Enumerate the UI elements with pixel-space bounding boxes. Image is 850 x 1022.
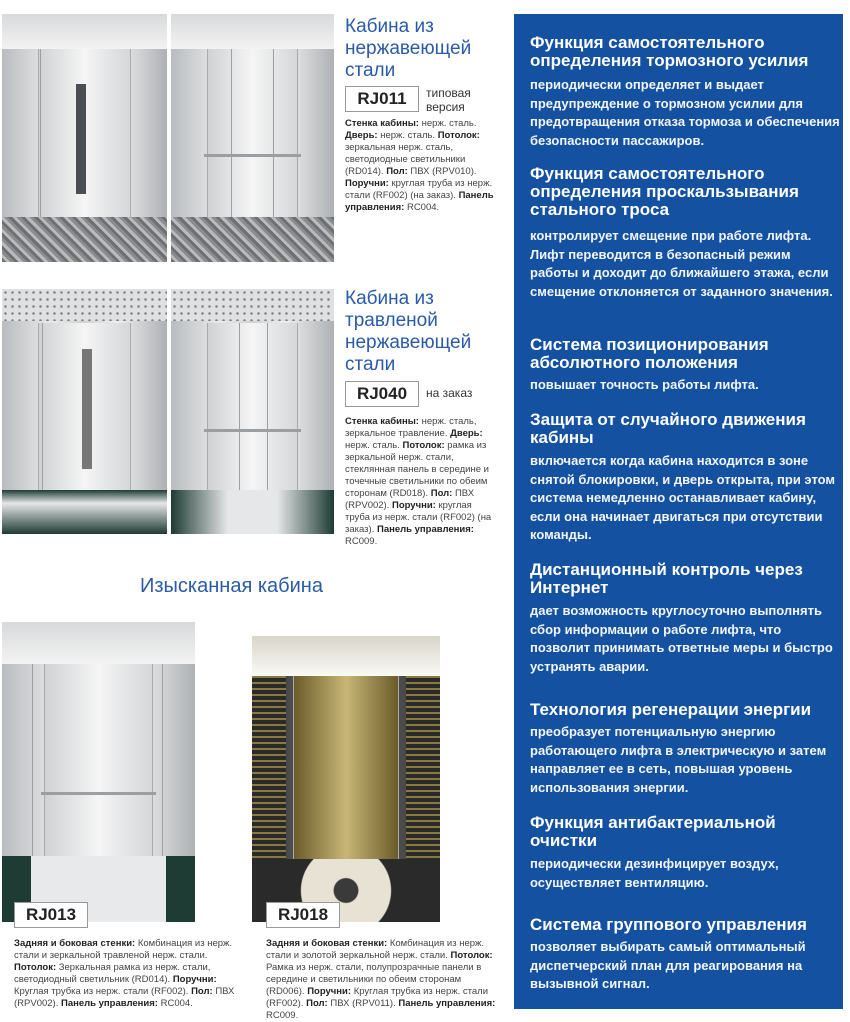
feature-5-text: дает возможность круглосуточно выполнять сбор информации о работе лифта, что позволит принимать ответные меры и быстро устранять аварии. [530, 603, 833, 674]
feature-2-text: контролирует смещение при работе лифта. Лифт переводится в безопасный режим работы и доходит до ближайшего этажа, если смещение отклоняется от заданного значения. [530, 228, 833, 299]
cabin-rj011-photo-2 [171, 14, 334, 262]
feature-3-text: повышает точность работы лифта. [530, 377, 759, 392]
spec-label: Панель управления: [398, 998, 496, 1009]
spec-label: Поручни: [172, 974, 217, 985]
spec-value: Комбинация из нерж. стали и золотой зеркальной нерж. стали. [266, 938, 485, 961]
spec-value: Рамка из нерж. стали, полупрозрачные панели в середине и светильники по обеим сторонам (RD006). [266, 962, 482, 997]
spec-value: Круглая трубка из нерж. стали (RF002). [266, 986, 489, 1009]
spec-label: Стенка кабины: [345, 118, 422, 129]
spec-value: RC009. [266, 1010, 299, 1021]
feature-6-title: Технология регенерации энергии [530, 700, 812, 719]
spec-value: нерж. сталь. [421, 118, 477, 129]
spec-label: Панель управления: [345, 190, 494, 213]
spec-label: Потолок: [437, 130, 480, 141]
spec-value: нерж. сталь, зеркальное травление. [345, 416, 477, 439]
feature-8-title: Система группового управления [530, 915, 807, 934]
cabin-rj011-note: типовая версия [426, 86, 471, 114]
spec-value: ПВХ (RPV011). [330, 998, 399, 1009]
spec-value: ПВХ (RPV010). [410, 166, 477, 177]
features-panel [514, 14, 843, 1009]
cabin-rj011-title: Кабина из нержавеющей стали [345, 16, 472, 81]
cabin-rj040-photo-2 [171, 289, 334, 534]
spec-value: рамка из зеркальной нерж. стали, стеклянная панель в середине и точечные светильники по обеим сторонам (RD018). [345, 440, 489, 499]
spec-value: нерж. сталь. [345, 440, 403, 451]
spec-value: Зеркальная рамка из нерж. стали, светодиодный светильник (RD014). [14, 962, 211, 985]
feature-3-title: Система позиционирования абсолютного положения [530, 335, 769, 372]
spec-value: RC004. [406, 202, 440, 213]
spec-value: нерж. сталь. [380, 130, 438, 141]
feature-1-title: Функция самостоятельного определения тормозного усилия [530, 33, 809, 70]
spec-label: Потолок: [450, 950, 493, 961]
cabin-rj011-code: RJ011 [345, 86, 419, 112]
cabin-rj040-note: на заказ [426, 386, 473, 400]
feature-4-title: Защита от случайного движения кабины [530, 410, 806, 447]
cabin-rj013-code: RJ013 [14, 902, 88, 928]
cabin-rj040-code: RJ040 [345, 381, 419, 407]
spec-value: Комбинация из нерж. стали и зеркальной травленой нерж. стали. [14, 938, 233, 961]
cabin-rj018-description [266, 938, 502, 1022]
exquisite-title: Изысканная кабина [140, 575, 323, 597]
feature-4-text: включается когда кабина находится в зоне снятой блокировки, и дверь открыта, при этом система немедленно останавливает кабину, если она начинает двигаться при отсутствии команды. [530, 453, 836, 542]
cabin-rj011-photo-1 [2, 14, 167, 262]
feature-1-text: периодически определяет и выдает предупреждение о тормозном усилии для предотвращения отказа тормоза и обеспечения безопасности пассажиров. [530, 77, 840, 148]
cabin-rj040-photo-1 [2, 289, 167, 534]
spec-label: Стенка кабины: [345, 416, 422, 427]
feature-6-text: преобразует потенциальную энергию работающего лифта в электрическую и затем направляет ее в сеть, повышая уровень использования энергии. [530, 724, 827, 795]
cabin-rj013-photo [2, 622, 195, 922]
spec-value: Круглая трубка из нерж. стали (RF002). [14, 986, 192, 997]
spec-label: Поручни: [345, 178, 392, 189]
cabin-rj018-photo [252, 636, 440, 922]
spec-value: RC009. [345, 536, 378, 547]
feature-5-title: Дистанционный контроль через Интернет [530, 560, 803, 597]
spec-label: Пол: [430, 488, 455, 499]
feature-7-text: периодически дезинфицирует воздух, осуществляет вентиляцию. [530, 856, 779, 890]
cabin-rj018-code: RJ018 [266, 902, 340, 928]
feature-2-title: Функция самостоятельного определения проскальзывания стального троса [530, 164, 799, 219]
feature-7-title: Функция антибактериальной очистки [530, 813, 776, 850]
spec-label: Потолок: [14, 962, 59, 973]
spec-label: Пол: [191, 986, 216, 997]
spec-label: Поручни: [392, 500, 439, 511]
spec-label: Пол: [386, 166, 411, 177]
spec-value: ПВХ (RPV002). [14, 986, 235, 1009]
spec-value: ПВХ (RPV002). [345, 488, 475, 511]
spec-label: Задняя и боковая стенки: [266, 938, 390, 949]
cabin-rj040-description [345, 416, 495, 548]
cabin-rj011-description [345, 118, 495, 214]
spec-value: RC004. [160, 998, 193, 1009]
spec-label: Пол: [306, 998, 331, 1009]
cabin-rj013-description [14, 938, 246, 1010]
spec-label: Задняя и боковая стенки: [14, 938, 138, 949]
spec-value: зеркальная нерж. сталь, светодиодные светильники (RD014). [345, 142, 466, 177]
spec-value: круглая труба из нерж. стали (RF002) (на заказ). [345, 500, 492, 535]
spec-label: Панель управления: [376, 524, 474, 535]
cabin-rj040-title: Кабина из травленой нержавеющей стали [345, 288, 472, 375]
spec-label: Дверь: [345, 130, 381, 141]
spec-label: Панель управления: [61, 998, 161, 1009]
spec-label: Дверь: [450, 428, 483, 439]
feature-8-text: позволяет выбирать самый оптимальный диспетчерский план для реагирования на вызывной сигнал. [530, 939, 806, 991]
spec-value: круглая труба из нерж. стали (RF002) (на заказ). [345, 178, 493, 201]
spec-label: Потолок: [402, 440, 448, 451]
spec-label: Поручни: [307, 986, 354, 997]
